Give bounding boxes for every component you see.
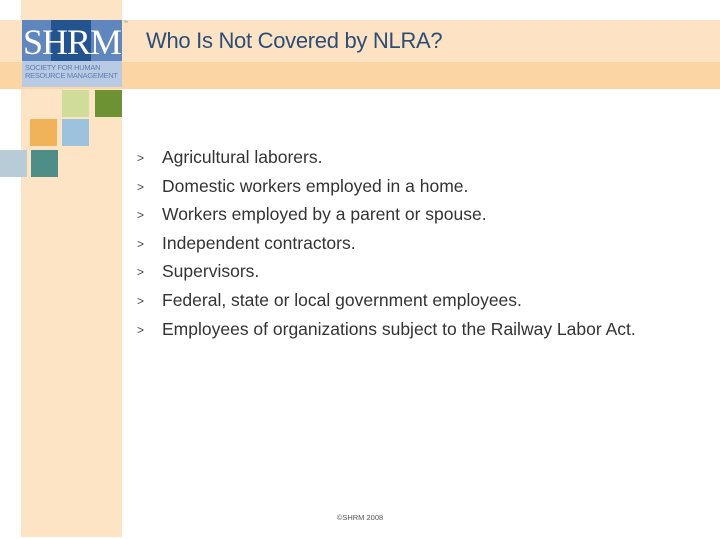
bullet-text: Supervisors. [162,261,260,282]
decorative-square-orange [30,119,57,146]
bullet-arrow-icon: > [137,322,145,337]
logo-subtitle-line2: RESOURCE MANAGEMENT [25,71,118,80]
bullet-item [137,315,697,342]
bullet-item [137,143,697,172]
bullet-text: Domestic workers employed in a home. [162,175,469,196]
bullet-text: Independent contractors. [162,232,356,253]
bullet-arrow-icon: > [137,208,145,223]
decorative-square-gray-blue [0,150,27,177]
bullet-arrow-icon: > [137,179,145,194]
bullet-item [137,200,697,229]
bullet-arrow-icon: > [137,151,145,165]
decorative-square-teal [31,150,58,177]
bullet-arrow-icon: > [137,236,145,251]
bullet-arrow-icon: > [137,265,145,280]
bullet-list [137,143,697,342]
bullet-item [137,172,697,201]
bullet-item [137,286,697,315]
shrm-logo [22,20,128,87]
bullet-arrow-icon: > [137,293,145,308]
decorative-square-sky [62,119,89,146]
bullet-item [137,229,697,258]
slide-title: Who Is Not Covered by NLRA? [146,28,443,53]
bullet-text: Federal, state or local government employees. [162,289,522,310]
decorative-square-green [95,90,122,117]
bullet-text: Agricultural laborers. [162,147,323,167]
logo-subtitle-line1: SOCIETY FOR HUMAN [25,63,101,72]
bullet-text: Employees of organizations subject to the Railway Labor Act. [162,318,636,339]
logo-letters: SHRM [22,22,122,62]
bullet-item [137,257,697,286]
footer-copyright: ©SHRM 2008 [336,513,384,522]
logo-trademark: ™ [123,20,128,26]
decorative-square-lime [62,90,89,117]
logo-subtitle [25,64,121,80]
bullet-text: Workers employed by a parent or spouse. [162,204,487,225]
